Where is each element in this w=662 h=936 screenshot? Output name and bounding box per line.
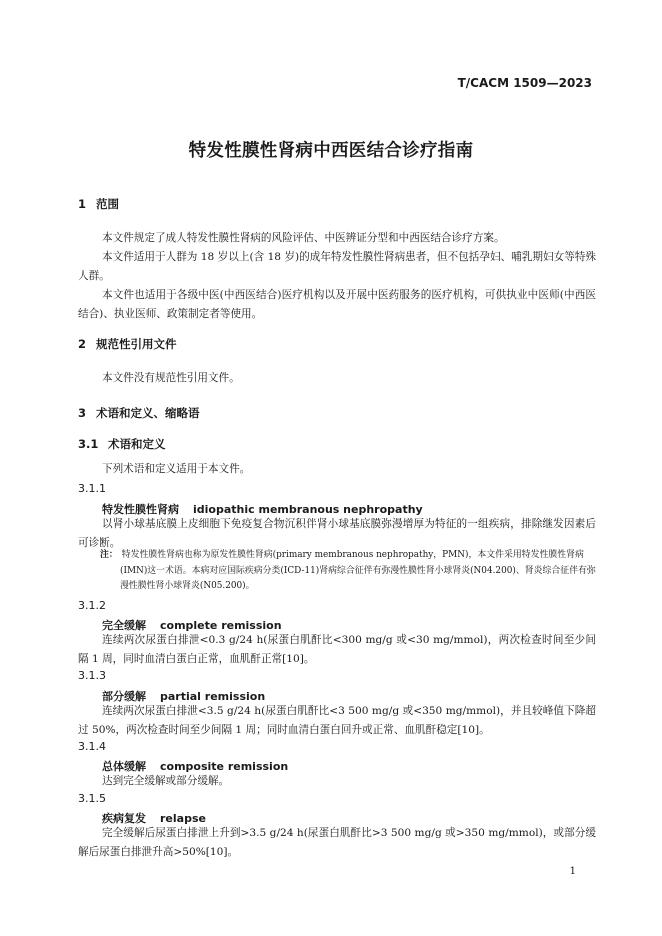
section-number: 2 bbox=[78, 337, 87, 351]
section-number: 1 bbox=[78, 197, 87, 211]
section-title: 规范性引用文件 bbox=[96, 337, 177, 351]
term-en: idiopathic membranous nephropathy bbox=[193, 503, 423, 516]
document-title: 特发性膜性肾病中西医结合诊疗指南 bbox=[188, 141, 474, 161]
section-number: 3 bbox=[78, 406, 87, 420]
standard-code: T/CACM 1509—2023 bbox=[457, 76, 592, 90]
term-zh: 疾病复发 bbox=[102, 812, 146, 825]
term-zh: 部分缓解 bbox=[102, 690, 146, 703]
section-title: 术语和定义、缩略语 bbox=[96, 406, 200, 420]
scope-paragraph-2: 本文件适用于人群为 18 岁以上(含 18 岁)的成年特发性膜性肾病患者，但不包括孕妇、哺乳期妇女等特殊人群。 bbox=[78, 251, 596, 282]
section-3-heading bbox=[78, 405, 200, 421]
terms-intro: 下列术语和定义适用于本文件。 bbox=[102, 463, 251, 475]
term-number: 3.1.2 bbox=[78, 599, 106, 612]
section-1-heading bbox=[78, 196, 119, 212]
page-number: 1 bbox=[569, 866, 576, 877]
term-zh: 总体缓解 bbox=[102, 760, 146, 773]
normative-references-paragraph: 本文件没有规范性引用文件。 bbox=[102, 372, 240, 384]
subsection-3-1-heading bbox=[78, 436, 166, 452]
term-number: 3.1.5 bbox=[78, 792, 106, 805]
note-label: 注： bbox=[100, 550, 118, 560]
term-number: 3.1.3 bbox=[78, 669, 106, 682]
term-en: partial remission bbox=[160, 690, 266, 703]
term-number: 3.1.1 bbox=[78, 482, 106, 495]
subsection-number: 3.1 bbox=[78, 437, 99, 451]
term-zh: 特发性膜性肾病 bbox=[102, 503, 179, 516]
scope-paragraph-1: 本文件规定了成人特发性膜性肾病的风险评估、中医辨证分型和中西医结合诊疗方案。 bbox=[102, 232, 505, 244]
term-definition: 以肾小球基底膜上皮细胞下免疫复合物沉积伴肾小球基底膜弥漫增厚为特征的一组疾病，排除继发因素后可诊断。 bbox=[78, 518, 596, 549]
term-definition: 连续两次尿蛋白排泄<3.5 g/24 h(尿蛋白肌酐比<3 500 mg/g 或<350 mg/mmol)，并且较峰值下降超过 50%，两次检查时间至少间隔 1 周；同时血清白蛋白回升或正常、血肌酐稳定[10]。 bbox=[78, 705, 596, 736]
term-definition: 达到完全缓解或部分缓解。 bbox=[102, 775, 230, 787]
term-en: relapse bbox=[160, 812, 206, 825]
term-zh: 完全缓解 bbox=[102, 619, 146, 632]
term-number: 3.1.4 bbox=[78, 740, 106, 753]
section-2-heading bbox=[78, 336, 177, 352]
term-definition: 完全缓解后尿蛋白排泄上升到>3.5 g/24 h(尿蛋白肌酐比>3 500 mg/g 或>350 mg/mmol)，或部分缓解后尿蛋白排泄升高>50%[10]。 bbox=[78, 827, 596, 858]
term-en: complete remission bbox=[160, 619, 282, 632]
note-text: 特发性膜性肾病也称为原发性膜性肾病(primary membranous nephropathy，PMN)，本文件采用特发性膜性肾病(IMN)这一术语。本病对应国际疾病分类(ICD-11)肾病综合征伴有弥漫性膜性肾小球肾炎(N04.200)、肾炎综合征伴有弥漫性膜性肾小球肾炎(N05.200)。 bbox=[120, 550, 596, 591]
term-definition: 连续两次尿蛋白排泄<0.3 g/24 h(尿蛋白肌酐比<300 mg/g 或<30 mg/mmol)，两次检查时间至少间隔 1 周，同时血清白蛋白正常，血肌酐正常[10]。 bbox=[78, 634, 596, 665]
term-en: composite remission bbox=[160, 760, 289, 773]
term-note bbox=[100, 548, 596, 595]
section-title: 范围 bbox=[96, 197, 119, 211]
subsection-title: 术语和定义 bbox=[108, 437, 166, 451]
scope-paragraph-3: 本文件也适用于各级中医(中西医结合)医疗机构以及开展中医药服务的医疗机构，可供执业中医师(中西医结合)、执业医师、政策制定者等使用。 bbox=[78, 289, 596, 320]
